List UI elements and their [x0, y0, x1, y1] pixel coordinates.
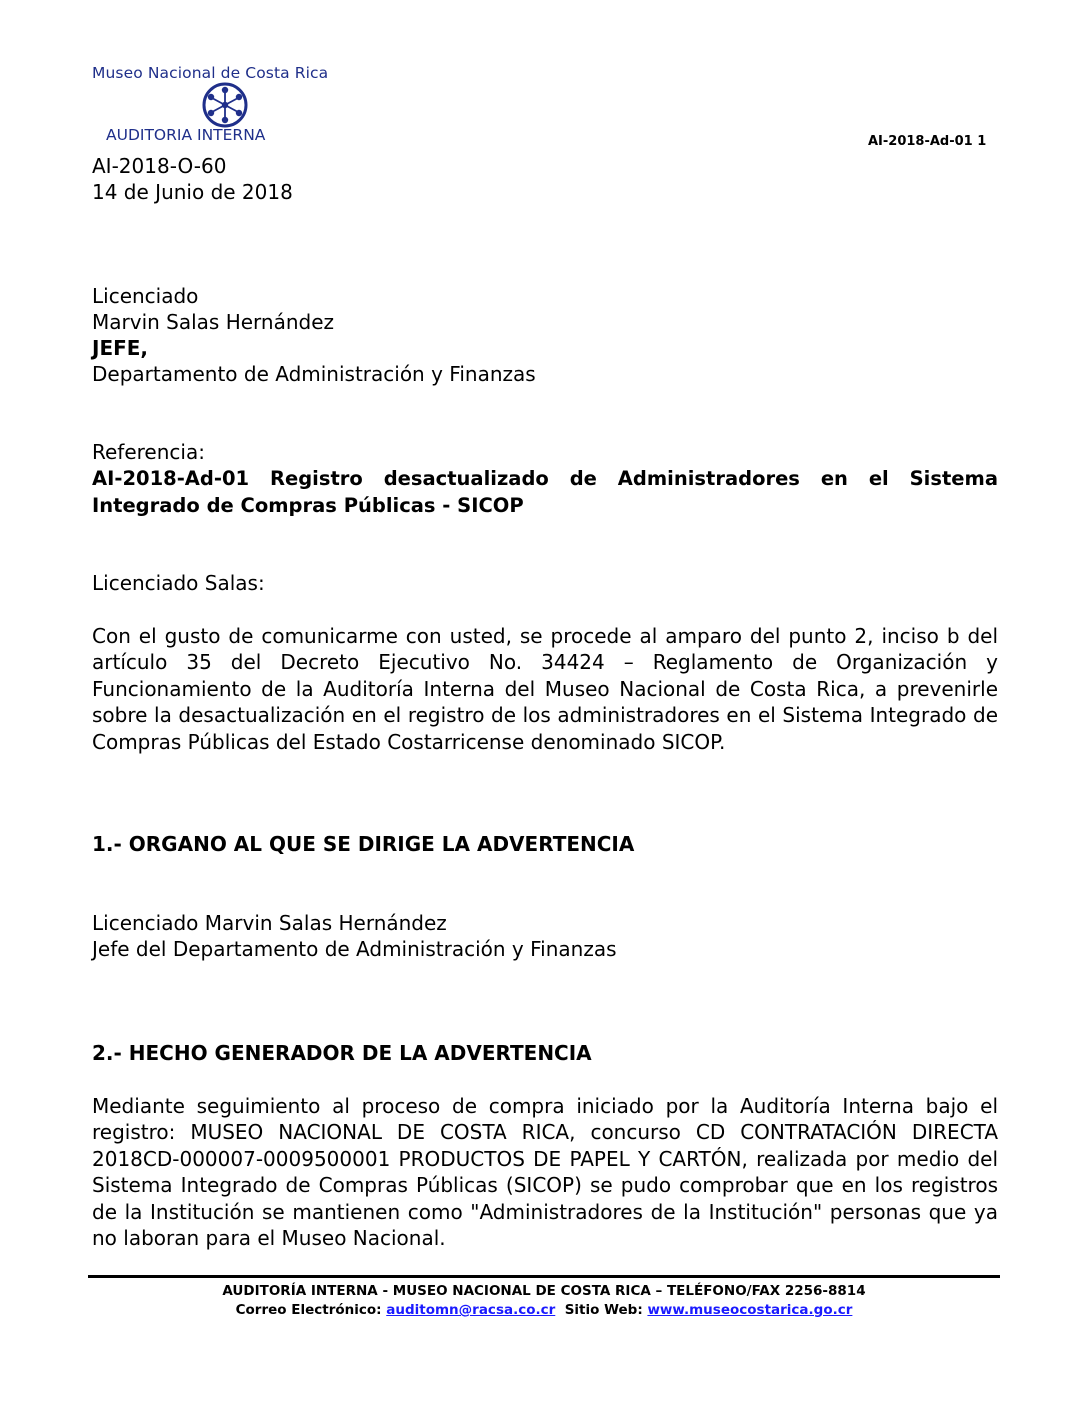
document-code: AI-2018-Ad-01 1: [868, 134, 987, 149]
recipient-department: Departamento de Administración y Finanzas: [92, 362, 536, 386]
footer-email-label: Correo Electrónico:: [235, 1302, 382, 1318]
greeting: Licenciado Salas:: [92, 571, 265, 595]
letterhead-unit-name: AUDITORIA INTERNA: [106, 126, 266, 144]
office-reference: AI-2018-O-60: [92, 154, 227, 178]
section2-heading: 2.- HECHO GENERADOR DE LA ADVERTENCIA: [92, 1041, 592, 1065]
footer-contact-line: AUDITORÍA INTERNA - MUSEO NACIONAL DE COSTA RICA – TELÉFONO/FAX 2256-8814: [222, 1283, 866, 1299]
recipient-title: Licenciado: [92, 284, 199, 308]
footer-divider: [88, 1275, 1000, 1278]
reference-label: Referencia:: [92, 440, 205, 464]
letterhead-org-name: Museo Nacional de Costa Rica: [92, 64, 329, 82]
footer-email-link[interactable]: auditomn@racsa.co.cr: [386, 1302, 556, 1318]
letter-date: 14 de Junio de 2018: [92, 180, 293, 204]
section1-line2: Jefe del Departamento de Administración y Finanzas: [92, 937, 617, 961]
intro-paragraph: Con el gusto de comunicarme con usted, se procede al amparo del punto 2, inciso b del artículo 35 del Decreto Ejecutivo No. 34424 – Reglamento de Organización y Funcionamiento de la Auditoría Interna del Museo Nacional de Costa Rica, a prevenirle sobre la desactualización en el registro de los administradores en el Sistema Integrado de Compras Públicas del Estado Costarricense denominado SICOP.: [92, 624, 998, 754]
footer-web-label: Sitio Web:: [564, 1302, 643, 1318]
museum-emblem-icon: [200, 82, 250, 128]
recipient-role: JEFE,: [92, 336, 149, 360]
recipient-name: Marvin Salas Hernández: [92, 310, 335, 334]
reference-text: AI-2018-Ad-01 Registro desactualizado de Administradores en el Sistema Integrado de Compras Públicas - SICOP: [92, 467, 998, 517]
section2-paragraph: Mediante seguimiento al proceso de compra iniciado por la Auditoría Interna bajo el registro: MUSEO NACIONAL DE COSTA RICA, concurso CD CONTRATACIÓN DIRECTA 2018CD-000007-0009500001 PRODUCTOS DE PAPEL Y CARTÓN, realizada por medio del Sistema Integrado de Compras Públicas (SICOP) se pudo comprobar que en los registros de la Institución se mantienen como "Administradores de la Institución" personas que ya no laboran para el Museo Nacional.: [92, 1094, 998, 1251]
section1-line1: Licenciado Marvin Salas Hernández: [92, 911, 447, 935]
section1-heading: 1.- ORGANO AL QUE SE DIRIGE LA ADVERTENCIA: [92, 832, 635, 856]
footer-web-link[interactable]: www.museocostarica.go.cr: [647, 1302, 853, 1318]
footer-links-line: [0, 1302, 1088, 1318]
